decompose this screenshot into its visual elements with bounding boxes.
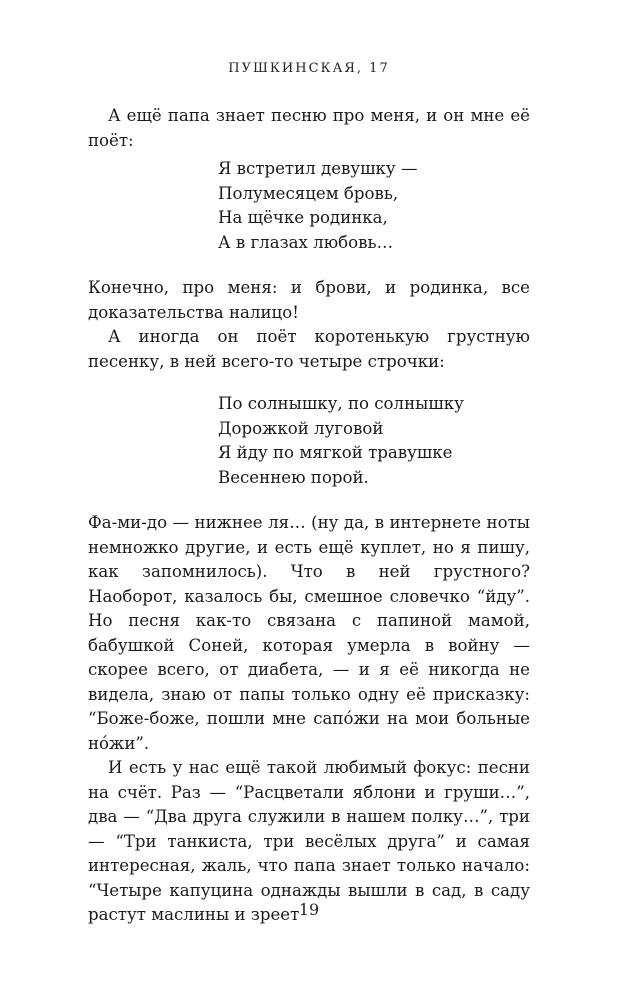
running-head: ПУШКИНСКАЯ, 17 <box>228 61 390 76</box>
poem-line: Я йду по мягкой травушке <box>218 443 453 462</box>
paragraph-sad-song: А иногда он поёт коротенькую грустную песенку, в ней всего-то четыре строчки: <box>88 327 530 371</box>
poem-line: А в глазах любовь… <box>218 232 394 252</box>
poem-line: Полумесяцем бровь, <box>218 183 399 203</box>
poem-line: На щёчке родинка, <box>218 208 388 227</box>
paragraph-notes: Фа-ми-до — нижнее ля… (ну да, в интернете ноты немножко другие, и есть ещё куплет, но я пишу, как запомнилось). Что в ней грустного? Наоборот, казалось бы, смешное словечко “йду”. Но песня как-то связана с папиной мамой, бабушкой Соней, которая умерла в войну — скорее всего, от диабета, — и я её никогда не видела, знаю от папы только одну её присказку: “Боже-боже, пошли мне сапóжи на мои больные нóжи”. <box>88 513 530 753</box>
poem-stanza-1 <box>218 157 418 255</box>
poem-line: Дорожкой луговой <box>218 418 384 438</box>
intro-paragraph: А ещё папа знает песню про меня, и он мне её поёт: <box>88 106 530 150</box>
final-block <box>88 511 530 928</box>
page-number: 19 <box>298 900 320 919</box>
poem-stanza-2 <box>218 392 464 490</box>
poem-line: Весеннею порой. <box>218 467 369 487</box>
intro-block <box>88 104 530 153</box>
poem-line: Я встретил девушку — <box>218 159 418 178</box>
paragraph-counting-songs: И есть у нас ещё такой любимый фокус: песни на счёт. Раз — “Расцветали яблони и груши…”, два — “Два друга служили в нашем полку…”, три — “Три танкиста, три весёлых друга” и самая интересная, жаль, что папа знает только начало: “Четыре капуцина однажды вышли в сад, в саду растут маслины и зреет <box>88 758 530 924</box>
middle-block <box>88 276 530 374</box>
poem-line: По солнышку, по солнышку <box>218 394 464 413</box>
paragraph-evidence: Конечно, про меня: и брови, и родинка, все доказательства налицо! <box>88 278 530 322</box>
